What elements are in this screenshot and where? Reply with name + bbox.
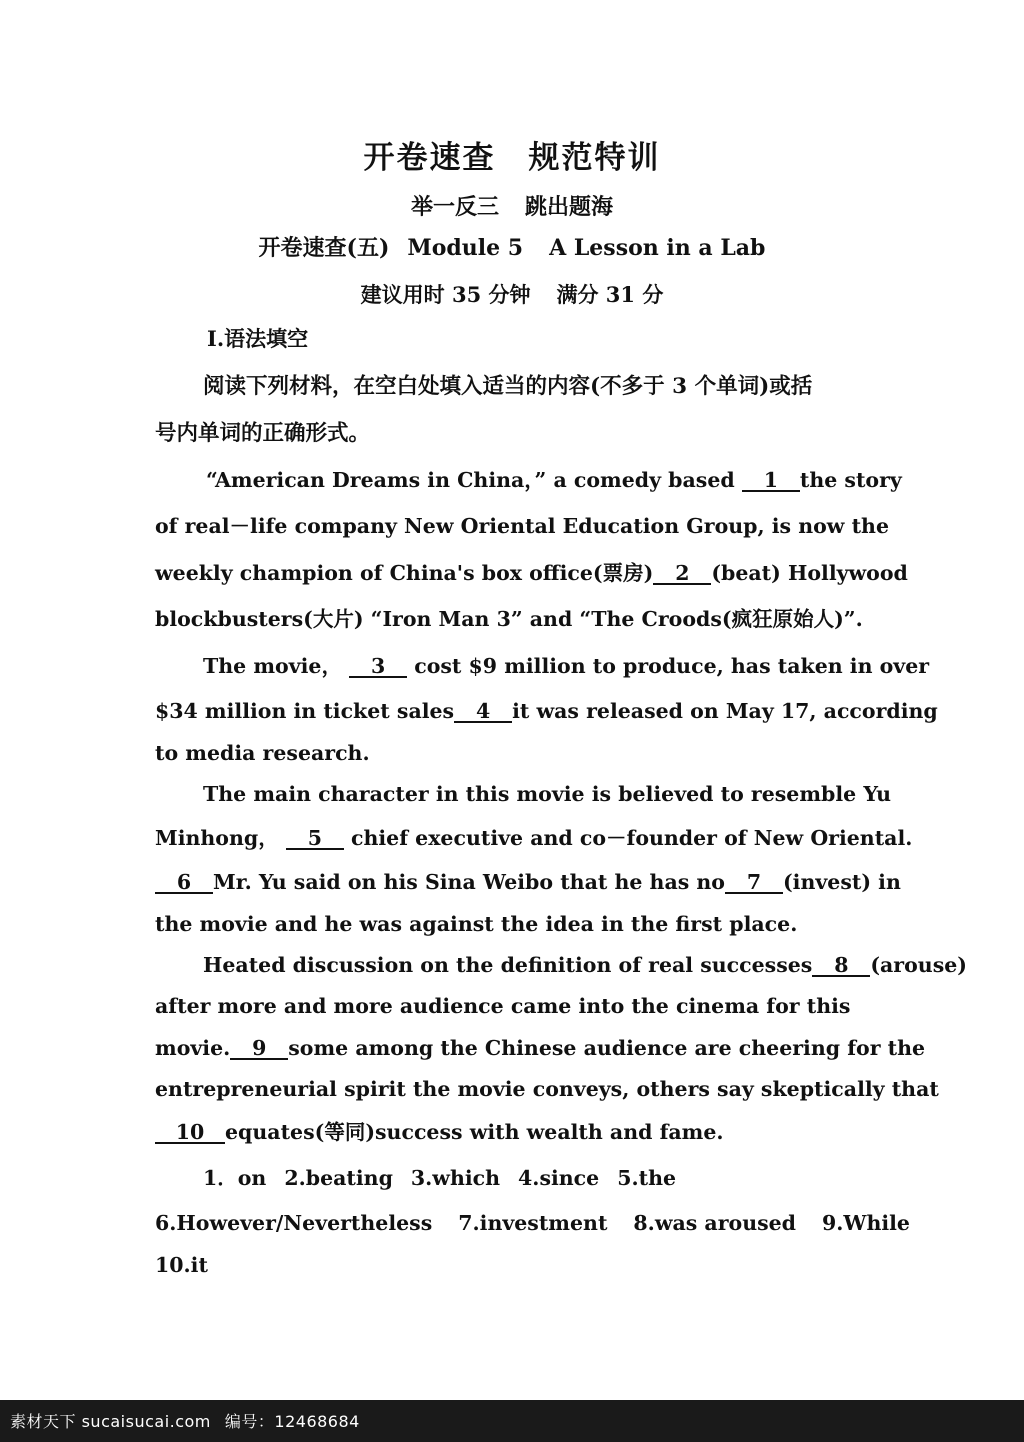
blank-9: 9 bbox=[230, 1039, 288, 1060]
blank-5: 5 bbox=[286, 829, 344, 850]
answers-line-2 bbox=[155, 1213, 910, 1234]
time-limit: 建议用时 35 分钟 bbox=[360, 282, 531, 307]
meta-module: Module 5 bbox=[407, 235, 524, 261]
answer-2: 2.beating bbox=[284, 1166, 393, 1190]
time-and-score bbox=[0, 279, 1024, 309]
exercise-meta bbox=[0, 231, 1024, 262]
answer-4: 4.since bbox=[518, 1166, 600, 1190]
blank-1: 1 bbox=[742, 471, 800, 492]
answers-line-1 bbox=[203, 1168, 676, 1189]
passage-line: Heated discussion on the definition of real successes 8 (arouse) bbox=[203, 953, 967, 977]
passage-line: $34 million in ticket sales 4 it was released on May 17, according bbox=[155, 699, 938, 723]
passage-line: blockbusters(大片) “Iron Man 3” and “The Croods(疯狂原始人)”. bbox=[155, 607, 863, 631]
meta-prefix: 开卷速查(五) bbox=[258, 235, 390, 261]
answer-8: 8.was aroused bbox=[633, 1211, 797, 1235]
subtitle-part-a: 举一反三 bbox=[410, 194, 499, 220]
answer-7: 7.investment bbox=[458, 1211, 608, 1235]
meta-lesson: A Lesson in a Lab bbox=[549, 235, 766, 261]
passage-line: movie. 9 some among the Chinese audience are cheering for the bbox=[155, 1036, 926, 1060]
answer-5: 5.the bbox=[617, 1166, 677, 1190]
page-title: 开卷速查 规范特训 bbox=[363, 140, 661, 176]
watermark-site: 素材天下 sucaisucai.com bbox=[10, 1412, 211, 1431]
answer-10: 10.it bbox=[155, 1253, 208, 1277]
passage-line: entrepreneurial spirit the movie conveys, others say skeptically that bbox=[155, 1077, 939, 1101]
full-score: 满分 31 分 bbox=[556, 282, 664, 307]
watermark-text bbox=[10, 1409, 360, 1432]
passage-line: 10 equates(等同)success with wealth and fame. bbox=[155, 1122, 724, 1144]
blank-6: 6 bbox=[155, 873, 213, 894]
passage-line: after more and more audience came into the cinema for this bbox=[155, 994, 851, 1018]
passage-line: 6 Mr. Yu said on his Sina Weibo that he has no 7 (invest) in bbox=[155, 872, 901, 894]
passage-line: Minhong， 5 chief executive and co－founder of New Oriental. bbox=[155, 826, 913, 850]
answer-9: 9.While bbox=[822, 1211, 910, 1235]
blank-8: 8 bbox=[812, 956, 870, 977]
answer-3: 3.which bbox=[410, 1166, 501, 1190]
page-subtitle bbox=[0, 190, 1024, 221]
section-heading: Ⅰ.语法填空 bbox=[207, 326, 309, 351]
instruction-line-2: 号内单词的正确形式。 bbox=[155, 421, 371, 446]
watermark-id: 编号：12468684 bbox=[224, 1412, 360, 1431]
blank-10: 10 bbox=[155, 1123, 225, 1144]
passage-line: weekly champion of China's box office(票房) 2 (beat) Hollywood bbox=[155, 561, 908, 585]
instruction-line-1: 阅读下列材料，在空白处填入适当的内容(不多于 3 个单词)或括 bbox=[203, 374, 813, 399]
answer-6: 6.However/Nevertheless bbox=[155, 1211, 433, 1235]
answer-1: 1．on bbox=[203, 1166, 267, 1190]
blank-7: 7 bbox=[725, 873, 783, 894]
blank-2: 2 bbox=[653, 564, 711, 585]
passage-line: to media research. bbox=[155, 741, 370, 765]
passage-line: of real－life company New Oriental Education Group, is now the bbox=[155, 514, 890, 538]
passage-line: The main character in this movie is believed to resemble Yu bbox=[203, 782, 892, 806]
blank-4: 4 bbox=[454, 702, 512, 723]
passage-line: The movie， 3 cost $9 million to produce, has taken in over bbox=[203, 654, 930, 678]
blank-3: 3 bbox=[349, 657, 407, 678]
passage-line: “American Dreams in China，” a comedy based 1 the story bbox=[206, 468, 902, 492]
subtitle-part-b: 跳出题海 bbox=[525, 194, 614, 220]
passage-line: the movie and he was against the idea in the first place. bbox=[155, 912, 798, 936]
